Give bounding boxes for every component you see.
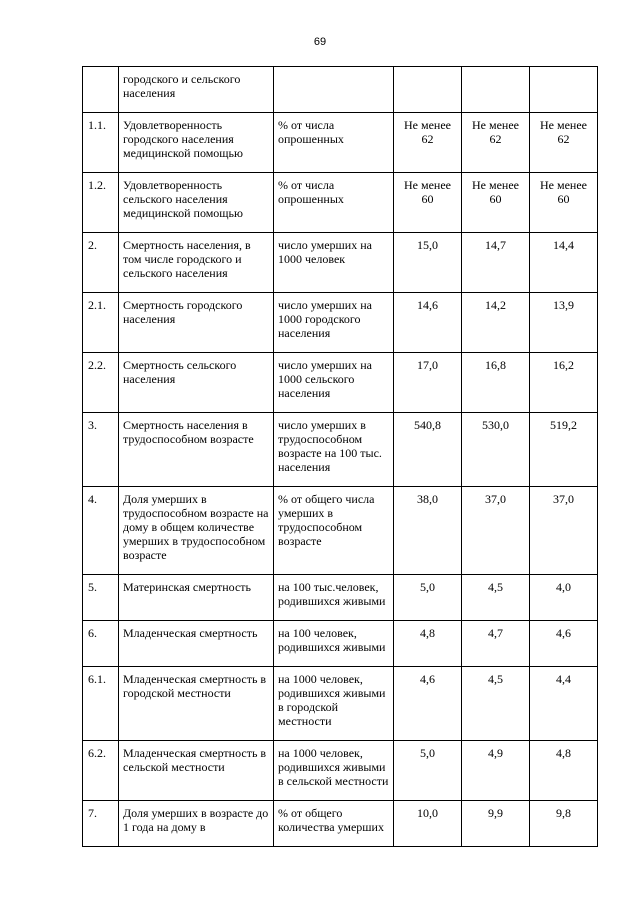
value-year-1-cell: 10,0	[394, 801, 462, 847]
table-row	[83, 741, 598, 801]
row-number-cell: 1.2.	[83, 173, 119, 233]
value-year-3-cell: 37,0	[530, 487, 598, 575]
value-year-2-cell: 14,7	[462, 233, 530, 293]
indicator-name-cell: Смертность сельского населения	[119, 353, 274, 413]
unit-cell: % от числа опрошенных	[274, 173, 394, 233]
value-year-2-cell: 14,2	[462, 293, 530, 353]
unit-cell: % от общего количества умерших	[274, 801, 394, 847]
row-number-cell: 2.1.	[83, 293, 119, 353]
table-row	[83, 173, 598, 233]
value-year-2-cell: 4,7	[462, 621, 530, 667]
value-year-3-cell: 4,4	[530, 667, 598, 741]
value-year-1-cell: 5,0	[394, 575, 462, 621]
table-row	[83, 487, 598, 575]
value-year-2-cell: 4,5	[462, 575, 530, 621]
value-year-1-cell: Не менее 62	[394, 113, 462, 173]
value-year-3-cell: 9,8	[530, 801, 598, 847]
value-year-2-cell: 16,8	[462, 353, 530, 413]
value-year-3-cell	[530, 67, 598, 113]
indicator-name-cell: Смертность населения, в том числе городского и сельского населения	[119, 233, 274, 293]
value-year-2-cell: Не менее 60	[462, 173, 530, 233]
table-row	[83, 801, 598, 847]
value-year-2-cell: 9,9	[462, 801, 530, 847]
row-number-cell: 4.	[83, 487, 119, 575]
indicator-name-cell: Смертность городского населения	[119, 293, 274, 353]
value-year-1-cell: 38,0	[394, 487, 462, 575]
row-number-cell: 5.	[83, 575, 119, 621]
indicators-table-wrapper	[82, 66, 597, 847]
indicator-name-cell: Удовлетворенность городского населения медицинской помощью	[119, 113, 274, 173]
unit-cell: число умерших на 1000 городского населения	[274, 293, 394, 353]
indicators-table-body	[83, 67, 598, 847]
value-year-3-cell: 4,6	[530, 621, 598, 667]
value-year-3-cell: 519,2	[530, 413, 598, 487]
unit-cell: % от общего числа умерших в трудоспособном возрасте	[274, 487, 394, 575]
indicator-name-cell: Младенческая смертность	[119, 621, 274, 667]
table-row	[83, 575, 598, 621]
indicator-name-cell: Младенческая смертность в городской местности	[119, 667, 274, 741]
row-number-cell: 2.	[83, 233, 119, 293]
unit-cell: % от числа опрошенных	[274, 113, 394, 173]
row-number-cell: 6.2.	[83, 741, 119, 801]
unit-cell: число умерших на 1000 сельского населения	[274, 353, 394, 413]
indicator-name-cell: городского и сельского населения	[119, 67, 274, 113]
table-row	[83, 353, 598, 413]
row-number-cell	[83, 67, 119, 113]
value-year-3-cell: 13,9	[530, 293, 598, 353]
value-year-3-cell: 16,2	[530, 353, 598, 413]
value-year-1-cell: 14,6	[394, 293, 462, 353]
value-year-2-cell: 37,0	[462, 487, 530, 575]
indicator-name-cell: Смертность населения в трудоспособном возрасте	[119, 413, 274, 487]
value-year-3-cell: 4,8	[530, 741, 598, 801]
value-year-1-cell: 4,6	[394, 667, 462, 741]
value-year-2-cell	[462, 67, 530, 113]
value-year-2-cell: 4,9	[462, 741, 530, 801]
row-number-cell: 1.1.	[83, 113, 119, 173]
unit-cell: число умерших в трудоспособном возрасте на 100 тыс. населения	[274, 413, 394, 487]
value-year-3-cell: Не менее 62	[530, 113, 598, 173]
table-row	[83, 667, 598, 741]
value-year-3-cell: 4,0	[530, 575, 598, 621]
indicator-name-cell: Доля умерших в трудоспособном возрасте на дому в общем количестве умерших в трудоспособном возрасте	[119, 487, 274, 575]
indicator-name-cell: Удовлетворенность сельского населения медицинской помощью	[119, 173, 274, 233]
value-year-1-cell: Не менее 60	[394, 173, 462, 233]
indicator-name-cell: Материнская смертность	[119, 575, 274, 621]
value-year-2-cell: 4,5	[462, 667, 530, 741]
value-year-1-cell: 5,0	[394, 741, 462, 801]
value-year-1-cell	[394, 67, 462, 113]
unit-cell: на 1000 человек, родившихся живыми в городской местности	[274, 667, 394, 741]
indicators-table	[82, 66, 598, 847]
value-year-1-cell: 17,0	[394, 353, 462, 413]
value-year-2-cell: 530,0	[462, 413, 530, 487]
table-row	[83, 293, 598, 353]
value-year-3-cell: 14,4	[530, 233, 598, 293]
value-year-1-cell: 15,0	[394, 233, 462, 293]
row-number-cell: 2.2.	[83, 353, 119, 413]
row-number-cell: 3.	[83, 413, 119, 487]
page-number: 69	[313, 36, 327, 48]
table-row	[83, 233, 598, 293]
indicator-name-cell: Младенческая смертность в сельской местности	[119, 741, 274, 801]
unit-cell: число умерших на 1000 человек	[274, 233, 394, 293]
unit-cell: на 100 тыс.человек, родившихся живыми	[274, 575, 394, 621]
table-row	[83, 67, 598, 113]
row-number-cell: 6.	[83, 621, 119, 667]
value-year-1-cell: 540,8	[394, 413, 462, 487]
table-row	[83, 413, 598, 487]
table-row	[83, 113, 598, 173]
indicator-name-cell: Доля умерших в возрасте до 1 года на дому в	[119, 801, 274, 847]
row-number-cell: 7.	[83, 801, 119, 847]
value-year-3-cell: Не менее 60	[530, 173, 598, 233]
value-year-2-cell: Не менее 62	[462, 113, 530, 173]
value-year-1-cell: 4,8	[394, 621, 462, 667]
table-row	[83, 621, 598, 667]
unit-cell: на 1000 человек, родившихся живыми в сельской местности	[274, 741, 394, 801]
row-number-cell: 6.1.	[83, 667, 119, 741]
unit-cell	[274, 67, 394, 113]
unit-cell: на 100 человек, родившихся живыми	[274, 621, 394, 667]
